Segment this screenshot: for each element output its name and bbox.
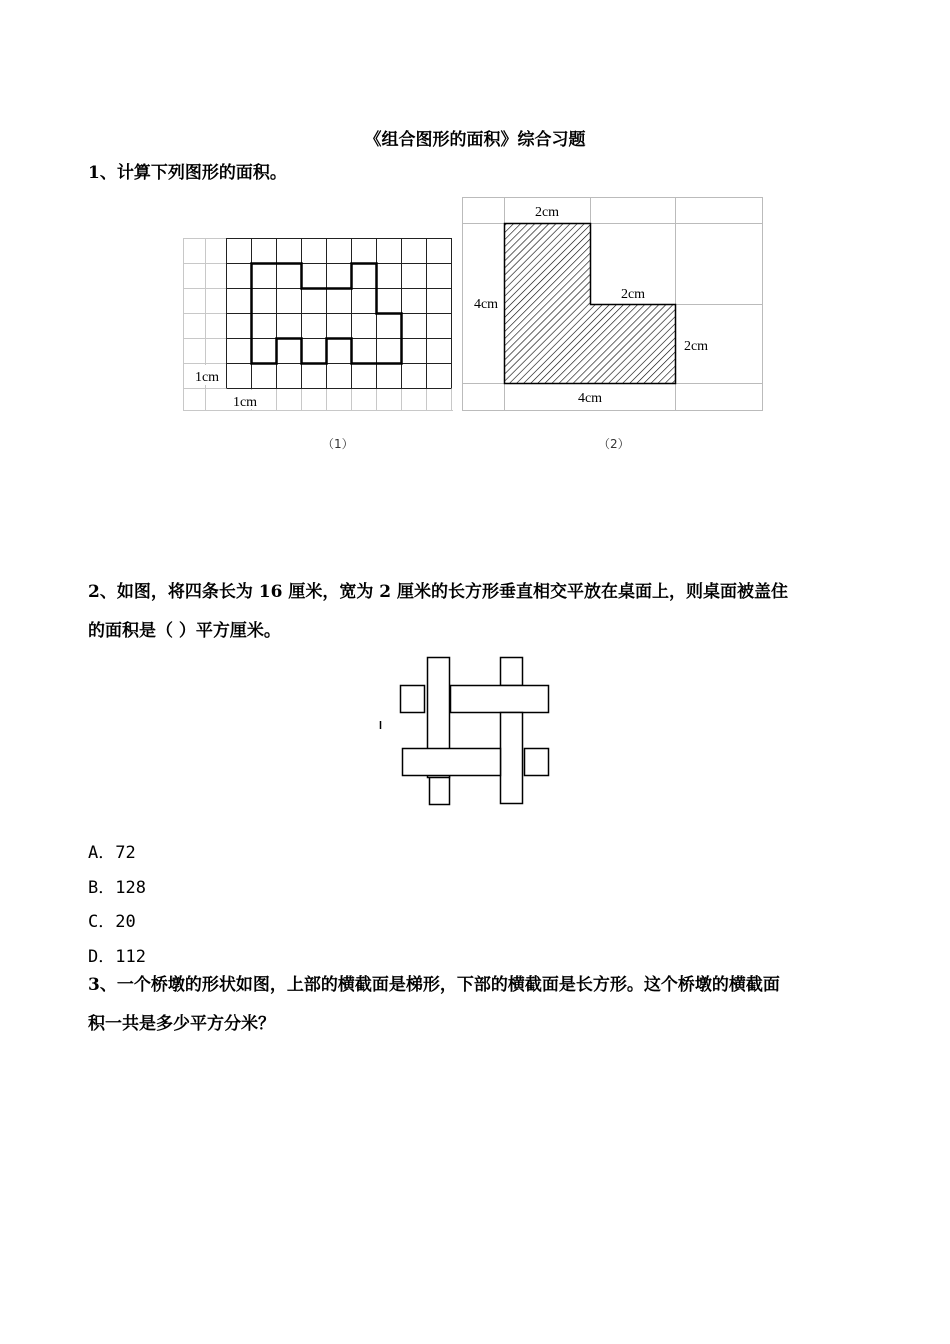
figure-2-label-right: 2cm [683,339,709,354]
question-2-line-2: 的面积是（ ）平方厘米。 [88,621,281,641]
figure-2-label-top: 2cm [534,205,560,220]
figure-2-l-shape [462,197,764,412]
figure-2-label-step: 2cm [620,287,646,302]
figure-2-label-left: 4cm [473,297,499,312]
option-b[interactable]: B．128 [88,878,146,898]
figure-1-unit-vertical: 1cm [194,370,220,385]
figure-1-grid [183,238,455,412]
question-3-line-2: 积一共是多少平方分米？ [88,1014,275,1034]
figure-1-caption: （1） [322,437,354,451]
figure-2-caption: （2） [598,437,630,451]
figure-1-unit-horizontal: 1cm [232,395,258,410]
figure-2-hatched-shape [505,224,676,384]
figure-3-woven-rectangles [376,655,551,807]
figure-2-label-bottom: 4cm [577,391,603,406]
question-3-line-1: 3、一个桥墩的形状如图，上部的横截面是梯形，下部的横截面是长方形。这个桥墩的横截面 [88,975,780,995]
page-title: 《组合图形的面积》综合习题 [364,130,586,150]
question-2-line-1: 2、如图，将四条长为 16 厘米，宽为 2 厘米的长方形垂直相交平放在桌面上，则桌面被盖住 [88,582,788,602]
option-d[interactable]: D．112 [88,947,146,967]
option-c[interactable]: C．20 [88,912,136,932]
question-1-text: 1、计算下列图形的面积。 [88,163,287,183]
option-a[interactable]: A．72 [88,843,136,863]
